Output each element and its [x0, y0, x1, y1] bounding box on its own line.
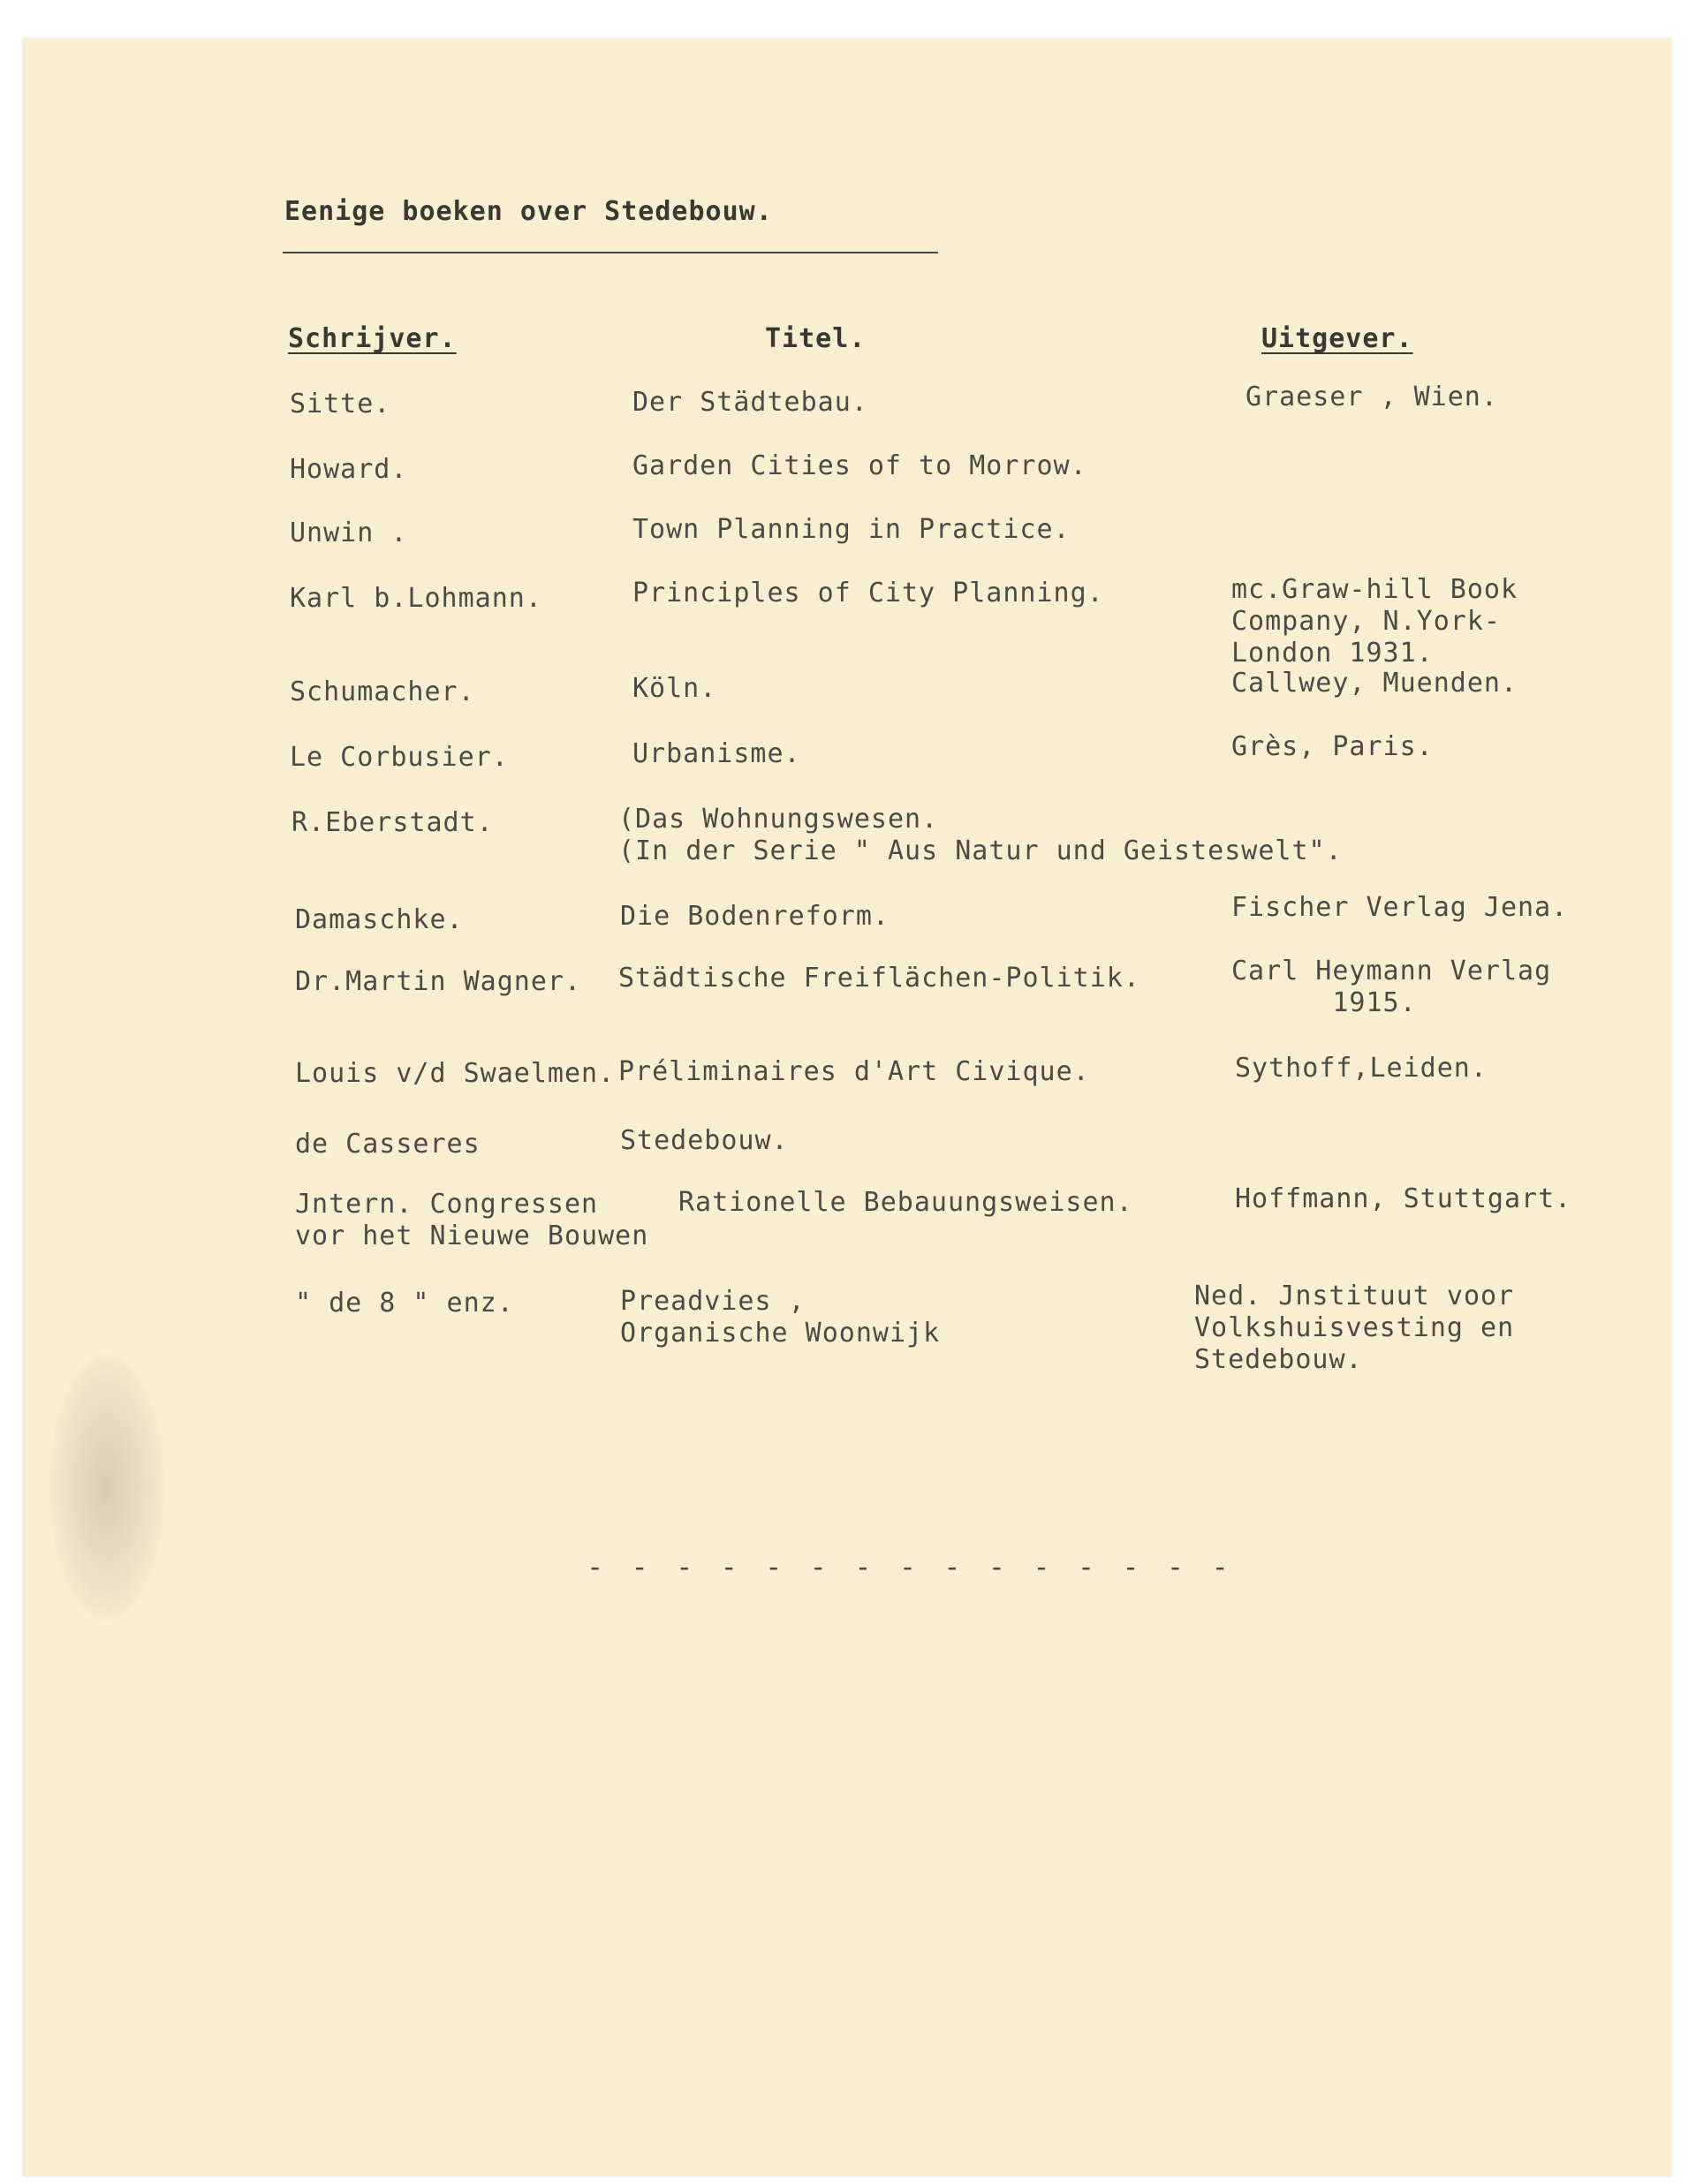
row-publisher: Hoffmann, Stuttgart.: [1235, 1183, 1572, 1214]
row-publisher: Ned. Jnstituut voor Volkshuisvesting en Stedebouw.: [1194, 1281, 1515, 1375]
row-title: Köln.: [632, 673, 717, 704]
column-header-title: Titel.: [765, 323, 867, 354]
row-title: (Das Wohnungswesen. (In der Serie " Aus Natur und Geisteswelt".: [618, 804, 1343, 866]
row-title: Rationelle Bebauungsweisen.: [678, 1187, 1133, 1218]
column-header-publisher: Uitgever.: [1261, 323, 1413, 354]
row-title: Town Planning in Practice.: [632, 514, 1071, 545]
row-author: Sitte.: [290, 389, 391, 419]
row-author: " de 8 " enz.: [295, 1288, 514, 1319]
row-author: Unwin .: [290, 518, 408, 548]
row-title: Principles of City Planning.: [632, 578, 1104, 608]
row-author: R.Eberstadt.: [292, 807, 494, 838]
row-title: Städtische Freiflächen-Politik.: [618, 963, 1140, 994]
row-title: Stedebouw.: [620, 1125, 789, 1156]
row-publisher: mc.Graw-hill Book Company, N.York- London 1931.: [1231, 574, 1518, 669]
row-author: Jntern. Congressen vor het Nieuwe Bouwen: [295, 1189, 649, 1251]
row-title: Preadvies , Organische Woonwijk: [620, 1286, 941, 1349]
title-underline: [283, 252, 938, 253]
row-title: Der Städtebau.: [632, 387, 868, 418]
footer-dash-line: - - - - - - - - - - - - - - -: [587, 1550, 1234, 1583]
document-title: Eenige boeken over Stedebouw.: [284, 196, 773, 227]
row-title: Préliminaires d'Art Civique.: [618, 1056, 1090, 1087]
row-publisher: Callwey, Muenden.: [1231, 668, 1518, 699]
row-author: Karl b.Lohmann.: [290, 583, 542, 614]
row-title: Urbanisme.: [632, 738, 801, 769]
row-publisher: Fischer Verlag Jena.: [1231, 892, 1569, 923]
row-publisher: Grès, Paris.: [1231, 731, 1434, 762]
column-header-author: Schrijver.: [288, 323, 457, 354]
row-author: Damaschke.: [295, 904, 464, 935]
row-author: Le Corbusier.: [290, 742, 509, 773]
paper-stain: [49, 1355, 164, 1620]
row-author: Louis v/d Swaelmen.: [295, 1058, 616, 1089]
row-title: Die Bodenreform.: [620, 901, 890, 932]
row-author: Dr.Martin Wagner.: [295, 966, 582, 997]
row-author: Howard.: [290, 454, 408, 485]
row-author: de Casseres: [295, 1129, 481, 1160]
row-title: Garden Cities of to Morrow.: [632, 450, 1087, 481]
row-author: Schumacher.: [290, 676, 475, 707]
row-publisher: Graeser , Wien.: [1246, 382, 1498, 412]
typewritten-page: [23, 39, 1671, 2176]
row-publisher: Sythoff,Leiden.: [1235, 1053, 1488, 1084]
row-publisher: Carl Heymann Verlag 1915.: [1231, 956, 1552, 1018]
